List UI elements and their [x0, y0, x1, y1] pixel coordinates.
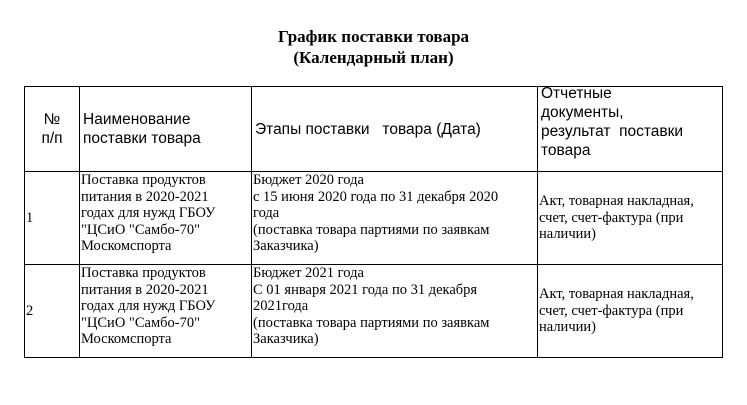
row-name-line: годах для нужд ГБОУ: [81, 205, 216, 221]
document-subtitle: (Календарный план): [293, 48, 454, 67]
row-stage-line: Заказчика): [253, 238, 319, 254]
row-documents-line: наличии): [539, 319, 596, 336]
header-documents-line4: товара: [541, 142, 591, 159]
row-number: 2: [25, 265, 80, 358]
row-name-line: Москомспорта: [81, 331, 172, 347]
header-documents-line2: документы,: [541, 104, 624, 121]
row-documents-line: Акт, товарная накладная,: [539, 193, 694, 210]
row-stage-line: Заказчика): [253, 331, 319, 347]
row-name-line: Поставка продуктов: [81, 172, 206, 188]
header-name-line2: поставки товара: [83, 130, 201, 147]
header-documents-line1: Отчетные: [541, 86, 612, 102]
header-documents-line3: результат поставки: [541, 123, 684, 140]
row-name-line: "ЦСиО "Самбо-70": [81, 314, 200, 331]
row-stage-line: года: [253, 205, 280, 221]
header-stages: [252, 87, 538, 172]
row-documents-line: наличии): [539, 226, 596, 243]
row-name-line: годах для нужд ГБОУ: [81, 298, 216, 314]
row-documents-line: счет, счет-фактура (при: [539, 302, 684, 319]
header-number: [25, 87, 80, 172]
header-name: [80, 87, 252, 172]
header-number-line2: п/п: [41, 130, 63, 147]
row-stage: [252, 265, 538, 358]
header-stages-text: Этапы поставки товара (Дата): [255, 120, 481, 138]
delivery-schedule-table: [24, 86, 723, 358]
row-stage-line: 2021года: [253, 298, 309, 314]
row-name-line: питания в 2020-2021: [81, 188, 209, 205]
row-name-line: Поставка продуктов: [81, 265, 206, 281]
row-stage-line: С 01 января 2021 года по 31 декабря: [253, 281, 478, 298]
table-row: [25, 172, 723, 265]
table-header-row: [25, 87, 723, 172]
row-stage-line: (поставка товара партиями по заявкам: [253, 314, 490, 331]
row-name: [80, 265, 252, 358]
row-stage: [252, 172, 538, 265]
row-name-line: "ЦСиО "Самбо-70": [81, 221, 200, 238]
document-title: График поставки товара: [277, 27, 470, 46]
row-documents-line: Акт, товарная накладная,: [539, 286, 694, 303]
row-stage-line: Бюджет 2020 года: [253, 172, 364, 188]
header-number-line1: №: [43, 111, 61, 128]
row-stage-line: Бюджет 2021 года: [253, 265, 364, 281]
header-name-line1: Наименование: [83, 111, 191, 128]
header-documents: [538, 87, 723, 172]
row-number: 1: [25, 172, 80, 265]
row-name-line: Москомспорта: [81, 238, 172, 254]
row-documents-line: счет, счет-фактура (при: [539, 209, 684, 226]
row-name: [80, 172, 252, 265]
table-row: [25, 265, 723, 358]
row-documents: [538, 172, 723, 265]
row-stage-line: с 15 июня 2020 года по 31 декабря 2020: [253, 188, 499, 205]
row-stage-line: (поставка товара партиями по заявкам: [253, 221, 490, 238]
row-name-line: питания в 2020-2021: [81, 281, 209, 298]
row-documents: [538, 265, 723, 358]
